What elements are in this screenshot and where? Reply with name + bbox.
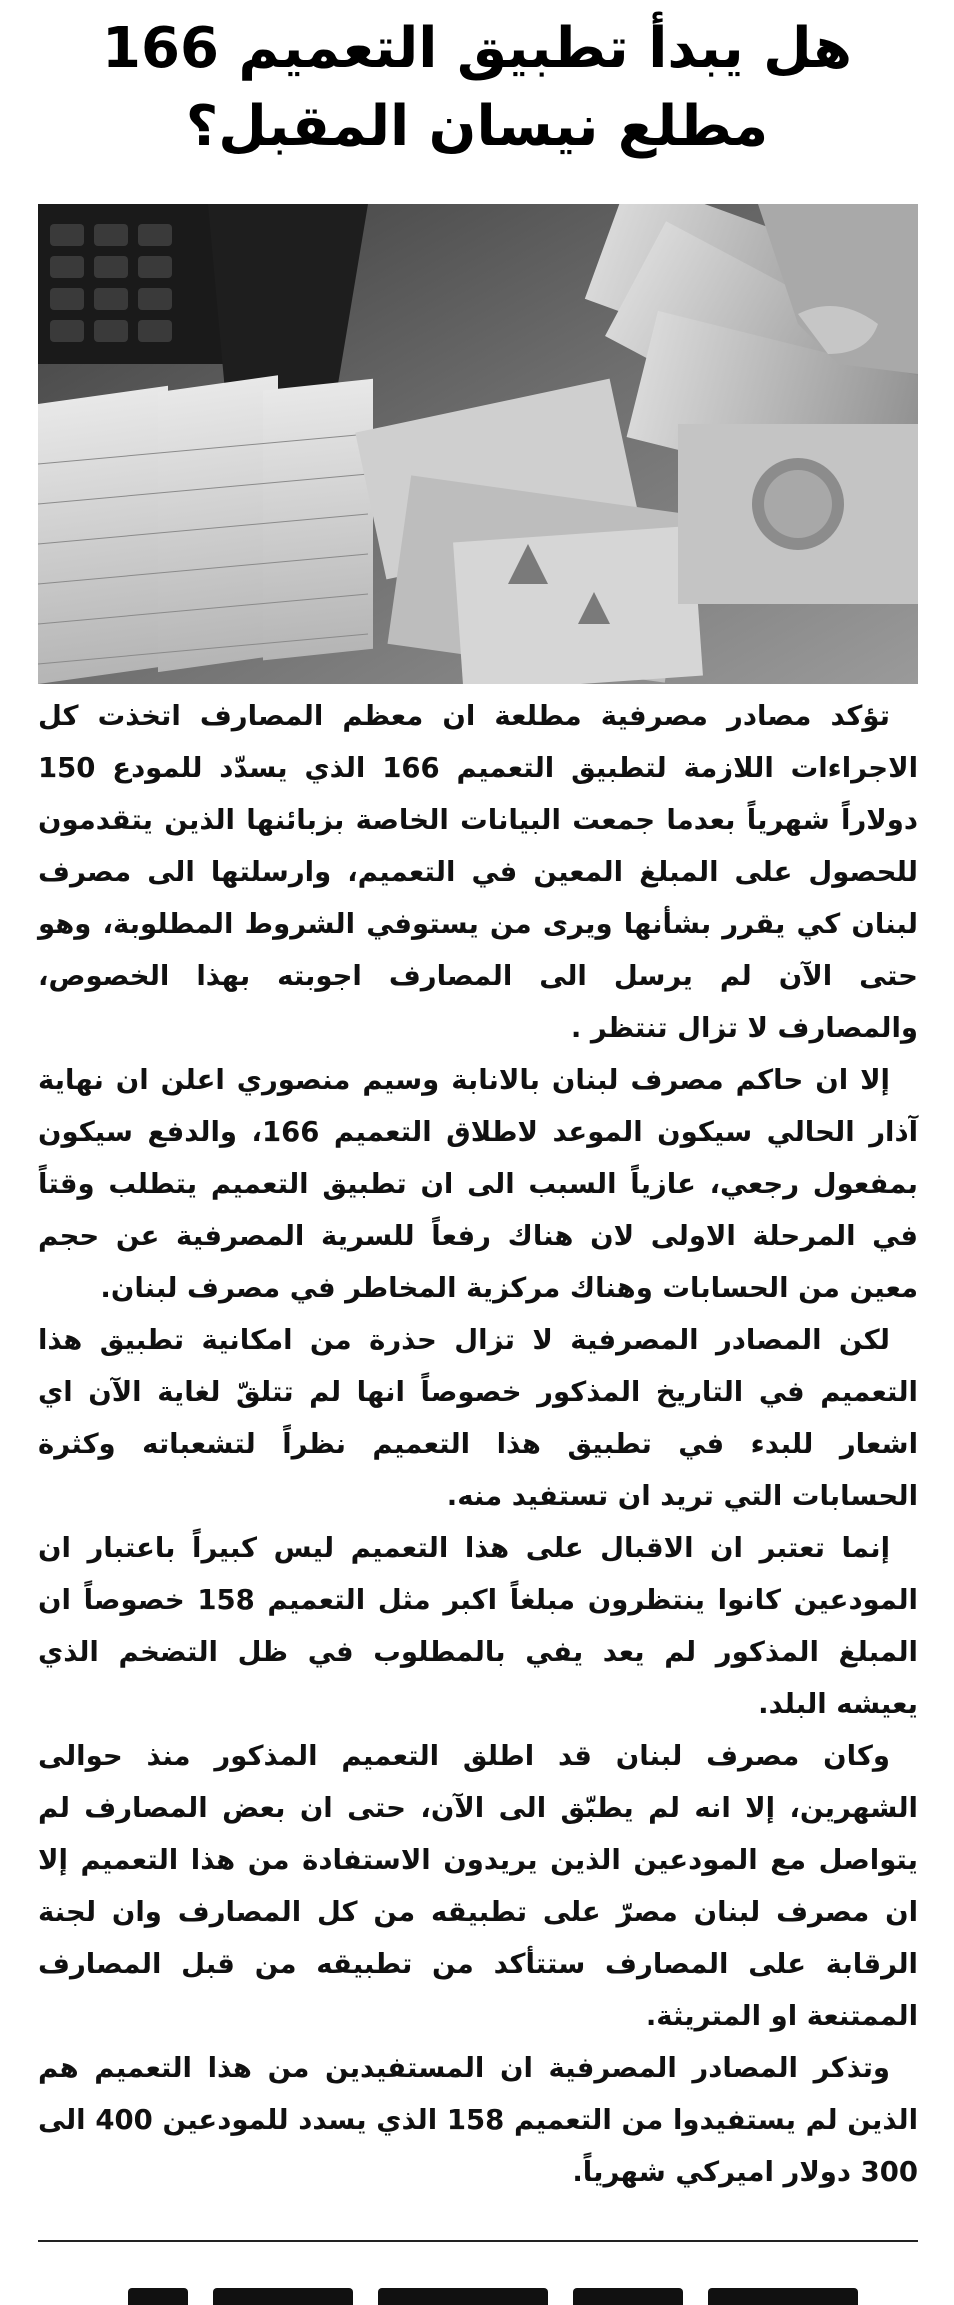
calculator-shape <box>38 204 228 364</box>
section-divider <box>38 2240 918 2242</box>
article-paragraph: وتذكر المصادر المصرفية ان المستفيدين من هذا التعميم هم الذين لم يستفيدوا من التعميم 158 الذي يسدد للمودعين 400 الى 300 دولار اميركي شهرياً. <box>38 2052 918 2188</box>
cropped-word <box>128 2288 188 2305</box>
cropped-word <box>573 2288 683 2305</box>
cropped-word <box>378 2288 548 2305</box>
article-headline <box>40 10 914 166</box>
money-photo-icon <box>38 204 918 684</box>
article-paragraph: وكان مصرف لبنان قد اطلق التعميم المذكور منذ حوالى الشهرين، إلا انه لم يطبّق الى الآن، حتى ان بعض المصارف لم يتواصل مع المودعين الذين يريدون الاستفادة من هذا التعميم إلا ان مصرف لبنان مصرّ على تطبيقه من كل المصارف وان لجنة الرقابة على المصارف ستتأكد من تطبيقه من قبل المصارف الممتنعة او المتريثة. <box>38 1740 918 2032</box>
cropped-word <box>213 2288 353 2305</box>
article-paragraph: لكن المصادر المصرفية لا تزال حذرة من امكانية تطبيق هذا التعميم في التاريخ المذكور خصوصاً انها لم تتلقّ لغاية الآن اي اشعار للبدء في تطبيق هذا التعميم نظراً لتشعباته وكثرة الحسابات التي تريد ان تستفيد منه. <box>38 1324 918 1512</box>
banknote-stacks <box>38 375 373 684</box>
article-body <box>38 690 918 2198</box>
article-paragraph: تؤكد مصادر مصرفية مطلعة ان معظم المصارف اتخذت كل الاجراءات اللازمة لتطبيق التعميم 166 الذي يسدّد للمودع 150 دولاراً شهرياً بعدما جمعت البيانات الخاصة بزبائنها الذين يتقدمون للحصول على المبلغ المعين في التعميم، وارسلتها الى مصرف لبنان كي يقرر بشأنها ويرى من يستوفي الشروط المطلوبة، وهو حتى الآن لم يرسل الى المصارف اجوبته بهذا الخصوص، والمصارف لا تزال تنتظر . <box>38 700 918 1044</box>
cropped-word <box>708 2288 858 2305</box>
headline-line-2: مطلع نيسان المقبل؟ <box>185 94 769 159</box>
next-article-headline-cropped <box>38 2268 918 2305</box>
headline-line-1: هل يبدأ تطبيق التعميم 166 <box>102 16 852 81</box>
article-paragraph: إنما تعتبر ان الاقبال على هذا التعميم ليس كبيراً باعتبار ان المودعين كانوا ينتظرون مبلغاً اكبر مثل التعميم 158 خصوصاً ان المبلغ المذكور لم يعد يفي بالمطلوب في ظل التضخم الذي يعيشه البلد. <box>38 1532 918 1720</box>
article-paragraph: إلا ان حاكم مصرف لبنان بالانابة وسيم منصوري اعلن ان نهاية آذار الحالي سيكون الموعد لاطلاق التعميم 166، والدفع سيكون بمفعول رجعي، عازياً السبب الى ان تطبيق التعميم يتطلب وقتاً في المرحلة الاولى لان هناك رفعاً للسرية المصرفية عن حجم معين من الحسابات وهناك مركزية المخاطر في مصرف لبنان. <box>38 1064 918 1304</box>
article-photo <box>38 204 918 684</box>
